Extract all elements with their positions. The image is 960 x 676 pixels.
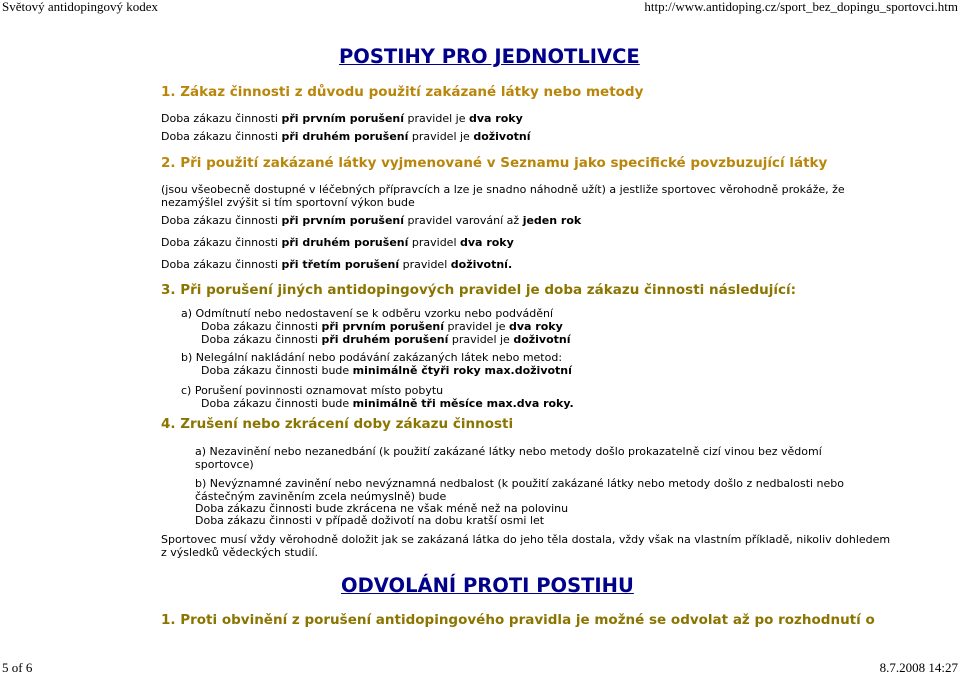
s3-item-c: c) Porušení povinnosti oznamovat místo pobytu <box>181 384 444 397</box>
browser-footer-page: 5 of 6 <box>2 660 33 675</box>
s4-para-2: z výsledků vědeckých studií. <box>161 546 319 559</box>
browser-footer-datetime: 8.7.2008 14:27 <box>879 660 958 675</box>
s2-para-1: (jsou všeobecně dostupné v léčebných přípravcích a lze je snadno náhodně užít) a jestliže sportovec věrohodně prokáže, že <box>161 183 845 196</box>
s2-line-3: Doba zákazu činnosti při třetím porušení pravidel doživotní. <box>161 258 513 271</box>
s4-item-a-1: a) Nezavinění nebo nezanedbání (k použití zakázané látky nebo metody došlo prokazatelně cizí vinou bez vědomí <box>195 445 822 458</box>
section-5-heading: 1. Proti obvinění z porušení antidopingového pravidla je možné se odvolat až po rozhodnutí o <box>161 612 875 628</box>
browser-header-url: http://www.antidoping.cz/sport_bez_dopingu_sportovci.htm <box>644 0 958 14</box>
s1-line-1: Doba zákazu činnosti při prvním porušení pravidel je dva roky <box>161 112 523 125</box>
s3-item-a: a) Odmítnutí nebo nedostavení se k odběru vzorku nebo podvádění <box>181 307 554 320</box>
s2-line-2: Doba zákazu činnosti při druhém porušení pravidel dva roky <box>161 236 514 249</box>
s4-item-b-3: Doba zákazu činnosti bude zkrácena ne však méně než na polovinu <box>195 502 569 515</box>
section-4-heading: 4. Zrušení nebo zkrácení doby zákazu činnosti <box>161 416 514 432</box>
s3-item-b-line-1: Doba zákazu činnosti bude minimálně čtyři roky max.doživotní <box>201 364 572 377</box>
s4-item-a-2: sportovce) <box>195 458 254 471</box>
s3-item-c-line-1: Doba zákazu činnosti bude minimálně tři měsíce max.dva roky. <box>201 397 574 410</box>
s3-item-a-line-2: Doba zákazu činnosti při druhém porušení pravidel je doživotní <box>201 333 571 346</box>
s3-item-b: b) Nelegální nakládání nebo podávání zakázaných látek nebo metod: <box>181 351 563 364</box>
s2-line-1: Doba zákazu činnosti při prvním porušení pravidel varování až jeden rok <box>161 214 582 227</box>
s4-item-b-4: Doba zákazu činnosti v případě doživotí na dobu kratší osmi let <box>195 514 545 527</box>
section-2-heading: 2. Při použití zakázané látky vyjmenované v Seznamu jako specifické povzbuzující látky <box>161 155 828 171</box>
s4-para-1: Sportovec musí vždy věrohodně doložit jak se zakázaná látka do jeho těla dostala, vždy však na vlastním příkladě, nikoliv dohledem <box>161 533 891 546</box>
section-3-heading: 3. Při porušení jiných antidopingových pravidel je doba zákazu činnosti následující: <box>161 282 797 298</box>
s4-item-b-2: částečným zaviněním zcela neúmyslně) bude <box>195 490 447 503</box>
title-odvolani: ODVOLÁNÍ PROTI POSTIHU <box>341 574 634 597</box>
s4-item-b-1: b) Nevýznamné zavinění nebo nevýznamná nedbalost (k použití zakázané látky nebo metody došlo z nedbalosti nebo <box>195 477 845 490</box>
section-1-heading: 1. Zákaz činnosti z důvodu použití zakázané látky nebo metody <box>161 84 644 100</box>
title-postihy: POSTIHY PRO JEDNOTLIVCE <box>339 45 640 68</box>
s1-line-2: Doba zákazu činnosti při druhém porušení pravidel je doživotní <box>161 130 531 143</box>
s3-item-a-line-1: Doba zákazu činnosti při prvním porušení pravidel je dva roky <box>201 320 563 333</box>
s2-para-2: nezamýšlel zvýšit si tím sportovní výkon bude <box>161 196 415 209</box>
browser-header-title: Světový antidopingový kodex <box>2 0 158 14</box>
